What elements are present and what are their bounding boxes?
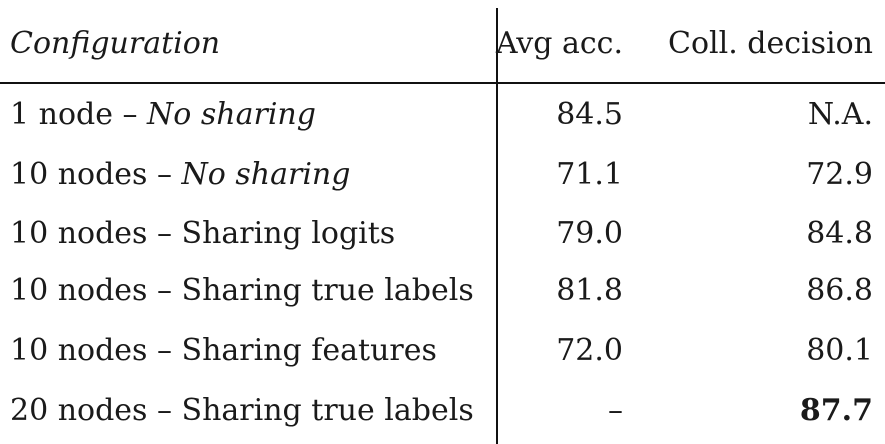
coll-decision-cell: 84.8 bbox=[806, 216, 873, 251]
header-rule bbox=[0, 82, 885, 84]
configuration-mode: No sharing bbox=[181, 157, 351, 192]
configuration-cell bbox=[10, 214, 395, 254]
configuration-nodes: 10 nodes – bbox=[10, 333, 182, 368]
header-avg-acc: Avg acc. bbox=[495, 26, 623, 61]
avg-acc-cell: 72.0 bbox=[556, 333, 623, 368]
configuration-mode: Sharing true labels bbox=[181, 393, 474, 428]
coll-decision-cell: 80.1 bbox=[806, 333, 873, 368]
configuration-mode: Sharing true labels bbox=[181, 273, 474, 308]
configuration-mode: Sharing logits bbox=[181, 216, 396, 251]
configuration-nodes: 10 nodes – bbox=[10, 273, 182, 308]
configuration-cell bbox=[10, 331, 437, 371]
column-divider bbox=[496, 8, 498, 444]
configuration-nodes: 10 nodes – bbox=[10, 157, 182, 192]
configuration-mode: No sharing bbox=[147, 97, 316, 132]
configuration-mode: Sharing features bbox=[181, 333, 437, 368]
configuration-nodes: 1 node – bbox=[10, 97, 148, 132]
coll-decision-cell: 86.8 bbox=[806, 273, 873, 308]
coll-decision-cell: 72.9 bbox=[806, 157, 873, 192]
configuration-nodes: 20 nodes – bbox=[10, 393, 182, 428]
configuration-cell bbox=[10, 391, 474, 431]
configuration-cell bbox=[10, 95, 316, 135]
configuration-nodes: 10 nodes – bbox=[10, 216, 182, 251]
configuration-cell bbox=[10, 155, 350, 195]
configuration-cell bbox=[10, 271, 474, 311]
coll-decision-cell: 87.7 bbox=[799, 393, 873, 428]
header-configuration: Configuration bbox=[10, 26, 221, 61]
avg-acc-cell: – bbox=[608, 393, 623, 428]
coll-decision-cell: N.A. bbox=[807, 97, 873, 132]
avg-acc-cell: 79.0 bbox=[556, 216, 623, 251]
avg-acc-cell: 84.5 bbox=[556, 97, 623, 132]
avg-acc-cell: 71.1 bbox=[556, 157, 623, 192]
header-coll-decision: Coll. decision bbox=[667, 26, 873, 61]
avg-acc-cell: 81.8 bbox=[556, 273, 623, 308]
